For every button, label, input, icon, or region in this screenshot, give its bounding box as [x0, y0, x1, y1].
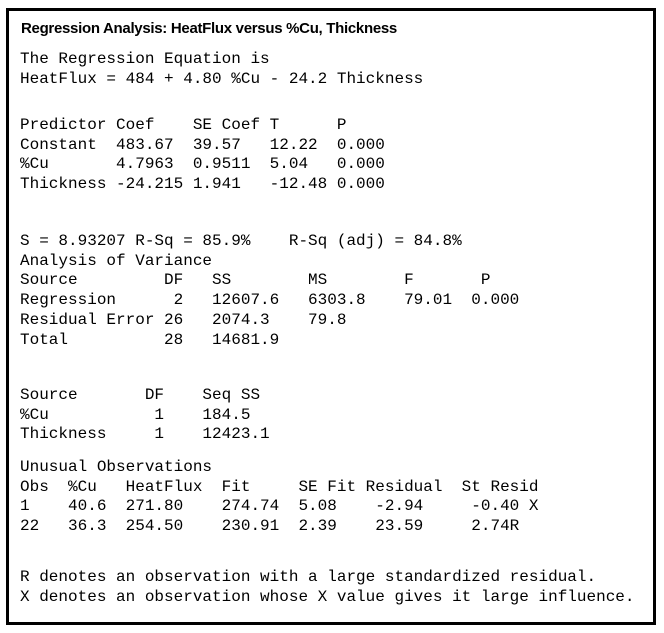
section-heading: Analysis of Variance — [20, 251, 213, 270]
table-header-line: Predictor Coef SE Coef T P — [20, 116, 347, 134]
table-row: Thickness -24.215 1.941 -12.48 0.000 — [20, 175, 385, 194]
table-header-line: Source DF Seq SS — [20, 386, 261, 404]
coefficients-table-block — [20, 116, 385, 195]
table-row: Thickness 1 12423.1 — [20, 425, 270, 444]
text-line: HeatFlux = 484 + 4.80 %Cu - 24.2 Thickness — [20, 69, 424, 88]
model-summary-line: S = 8.93207 R-Sq = 85.9% R-Sq (adj) = 84.8% — [20, 232, 462, 250]
table-header-line: Source DF SS MS F P — [20, 271, 491, 290]
section-heading: Unusual Observations — [20, 458, 213, 476]
table-row: %Cu 4.7963 0.9511 5.04 0.000 — [20, 155, 385, 174]
table-row: Constant 483.67 39.57 12.22 0.000 — [20, 135, 385, 154]
table-row: Residual Error 26 2074.3 79.8 — [20, 310, 347, 329]
table-row: 1 40.6 271.80 274.74 5.08 -2.94 -0.40 X — [20, 497, 539, 516]
footnote-line: R denotes an observation with a large standardized residual. — [20, 568, 597, 586]
footnotes-block — [20, 568, 635, 607]
unusual-observations-block — [20, 458, 538, 537]
anova-block — [20, 232, 519, 350]
table-header-line: Obs %Cu HeatFlux Fit SE Fit Residual St Resid — [20, 477, 539, 496]
output-frame — [6, 8, 656, 625]
footnote-line: X denotes an observation whose X value gives it large influence. — [20, 587, 635, 606]
equation-block — [20, 50, 423, 89]
table-row: Total 28 14681.9 — [20, 330, 280, 349]
table-row: 22 36.3 254.50 230.91 2.39 23.59 2.74R — [20, 517, 520, 536]
table-row: Regression 2 12607.6 6303.8 79.01 0.000 — [20, 291, 520, 310]
table-row: %Cu 1 184.5 — [20, 405, 251, 424]
seq-ss-table-block — [20, 386, 270, 445]
report-title: Regression Analysis: HeatFlux versus %Cu, Thickness — [21, 20, 397, 37]
text-line: The Regression Equation is — [20, 50, 270, 68]
